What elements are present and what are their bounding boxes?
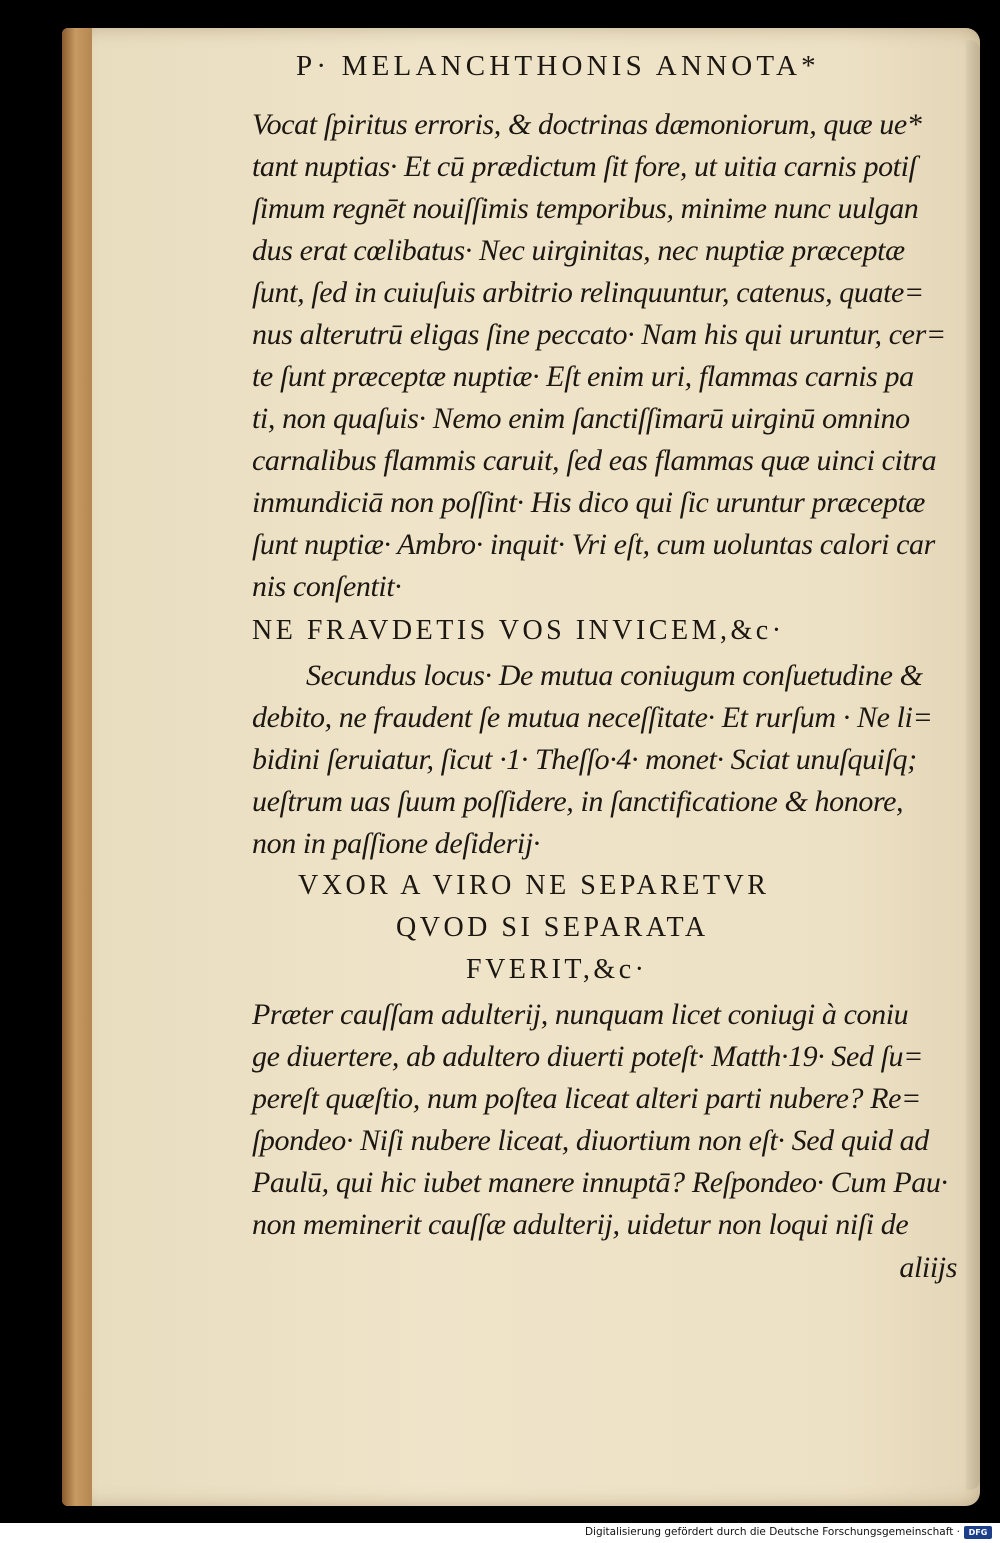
page-fore-edge [966, 40, 980, 1490]
text-line: inmundiciā non poſſint· His dico qui ſic uruntur præceptæ [252, 486, 926, 519]
text-line: nis conſentit· [252, 570, 402, 603]
text-line: tant nuptias· Et cū prædictum ſit fore, ut uitia carnis potiſ [252, 150, 917, 183]
dfg-logo: DFG [964, 1526, 992, 1539]
digitization-credit: Digitalisierung gefördert durch die Deutsche Forschungsgemeinschaft · [584, 1526, 960, 1538]
text-line: debito, ne fraudent ſe mutua neceſſitate· Et rurſum · Ne li= [252, 701, 933, 734]
text-line: ſpondeo· Niſi nubere liceat, diuortium non eſt· Sed quid ad [252, 1124, 929, 1157]
section-heading: NE FRAVDETIS VOS INVICEM,&c· [252, 615, 785, 646]
text-line: Præter cauſſam adulterij, nunquam licet coniugi à coniu [252, 998, 909, 1031]
book-spine-edge [62, 28, 92, 1506]
text-line: dus erat cœlibatus· Nec uirginitas, nec nuptiæ præceptæ [252, 234, 905, 267]
text-line: Paulū, qui hic iubet manere innuptā? Reſpondeo· Cum Pau· [252, 1166, 948, 1199]
text-line: Vocat ſpiritus erroris, & doctrinas dæmoniorum, quæ ue* [252, 108, 922, 141]
section-heading: QVOD SI SEPARATA [396, 912, 709, 943]
catchword: aliijs [899, 1251, 957, 1284]
text-line: non meminerit cauſſæ adulterij, uidetur non loqui niſi de [252, 1208, 909, 1241]
text-line: carnalibus flammis caruit, ſed eas flammas quæ uinci citra [252, 444, 937, 477]
text-line: ſunt, ſed in cuiuſuis arbitrio relinquuntur, catenus, quate= [252, 276, 924, 309]
section-heading: VXOR A VIRO NE SEPARETVR [298, 870, 770, 901]
text-line: ge diuertere, ab adultero diuerti poteſt· Matth·19· Sed ſu= [252, 1040, 923, 1073]
text-line: Secundus locus· De mutua coniugum conſuetudine & [306, 659, 923, 692]
text-line: pereſt quæſtio, num poſtea liceat alteri parti nubere? Re= [252, 1082, 921, 1115]
text-line: bidini ſeruiatur, ſicut ·1· Theſſo·4· monet· Sciat unuſquiſq; [252, 743, 917, 776]
text-line: ueſtrum uas ſuum poſſidere, in ſanctificatione & honore, [252, 785, 904, 818]
text-line: te ſunt præceptæ nuptiæ· Eſt enim uri, flammas carnis pa [252, 360, 914, 393]
text-line: nus alterutrū eligas ſine peccato· Nam his qui uruntur, cer= [252, 318, 946, 351]
text-line: non in paſſione deſiderij· [252, 827, 540, 860]
text-line: ſunt nuptiæ· Ambro· inquit· Vri eſt, cum uoluntas calori car [252, 528, 935, 561]
running-head: P· MELANCHTHONIS ANNOTA* [296, 50, 820, 82]
text-line: ti, non quaſuis· Nemo enim ſanctiſſimarū uirginū omnino [252, 402, 910, 435]
footer-bar [0, 1523, 1000, 1543]
section-heading: FVERIT,&c· [466, 954, 648, 985]
text-line: ſimum regnēt nouiſſimis temporibus, minime nunc uulgan [252, 192, 919, 225]
